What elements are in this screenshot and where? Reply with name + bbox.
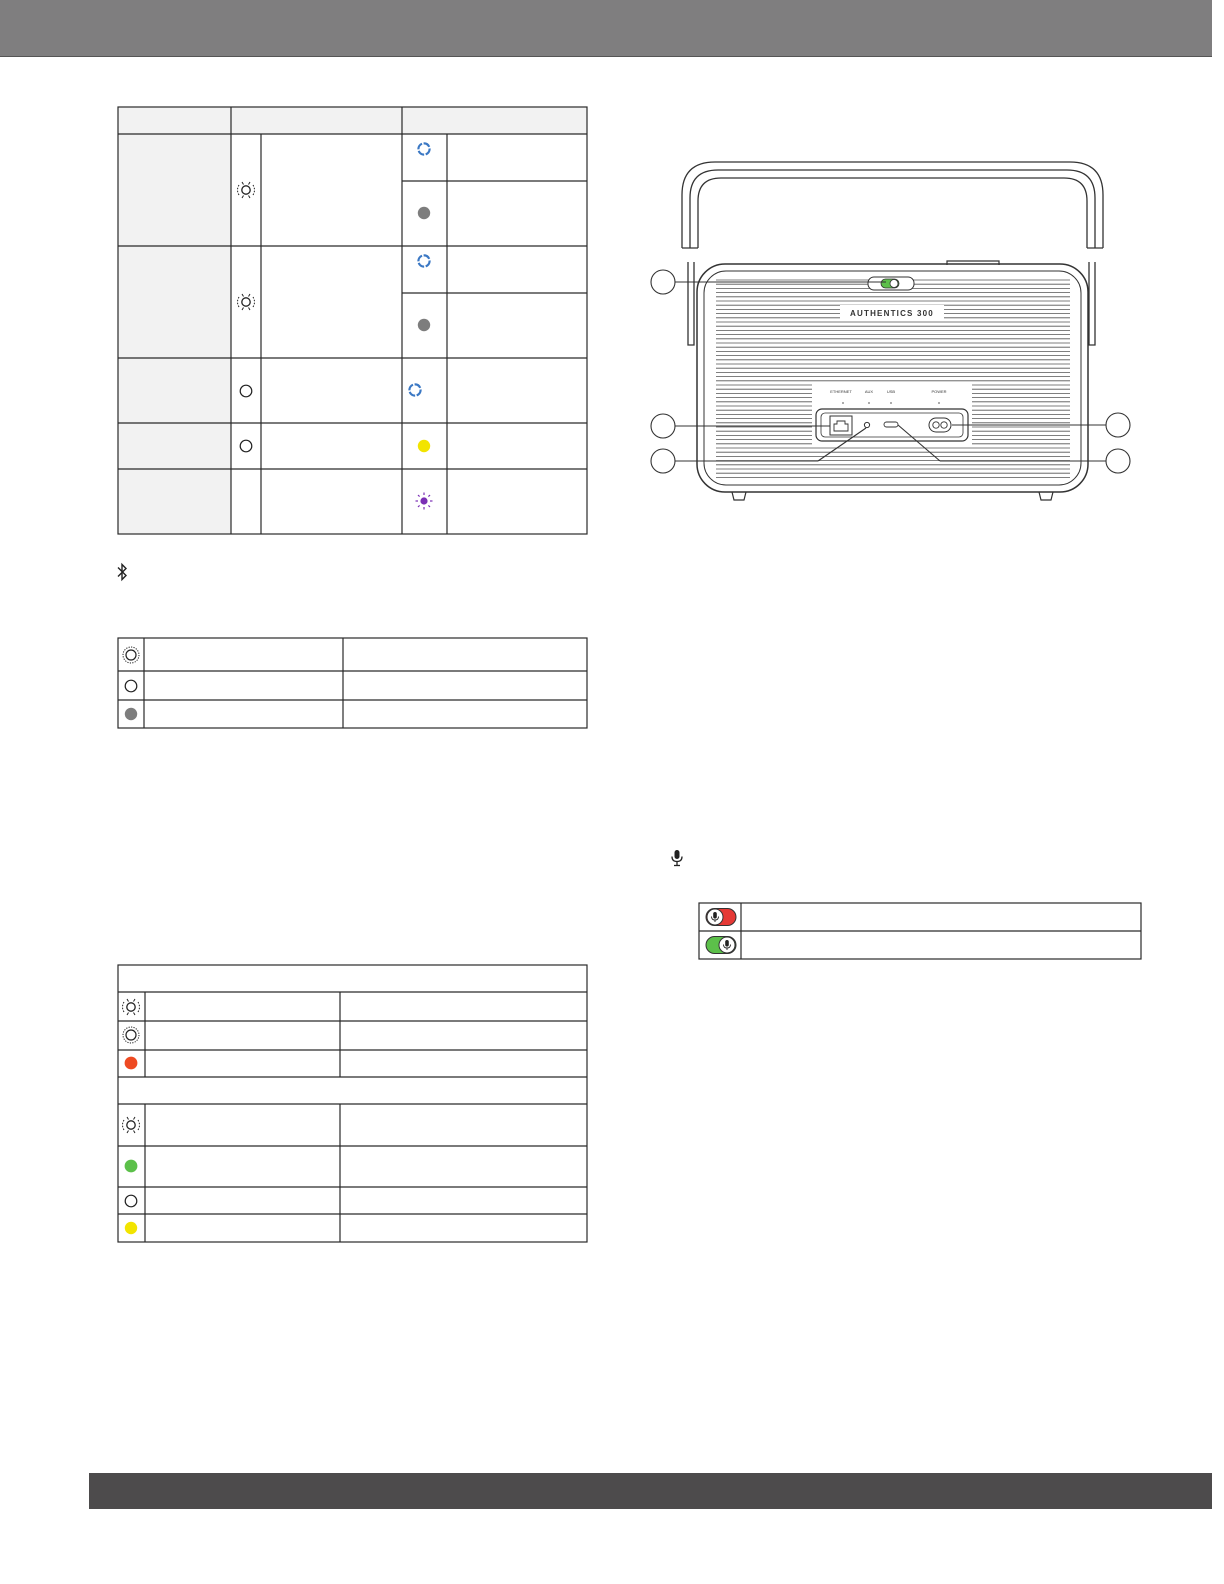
ethernet-port xyxy=(830,416,852,435)
port-panel xyxy=(816,409,968,441)
callout-circle-3 xyxy=(651,449,675,473)
port-label-usb: USB xyxy=(886,389,896,394)
port-label-power: POWER xyxy=(931,389,947,394)
model-label: AUTHENTICS 300 xyxy=(850,309,934,318)
callouts xyxy=(651,270,1130,473)
callout-circle-1 xyxy=(651,270,675,294)
callout-circle-2 xyxy=(651,414,675,438)
port-label-aux: AUX xyxy=(864,389,874,394)
aux-port xyxy=(864,422,869,427)
callout-circle-5 xyxy=(1106,449,1130,473)
callout-circle-4 xyxy=(1106,413,1130,437)
mic-switch-illustration xyxy=(868,277,914,290)
usb-c-port xyxy=(884,422,898,427)
power-port xyxy=(929,418,951,432)
port-label-ethernet: ETHERNET xyxy=(830,389,852,394)
